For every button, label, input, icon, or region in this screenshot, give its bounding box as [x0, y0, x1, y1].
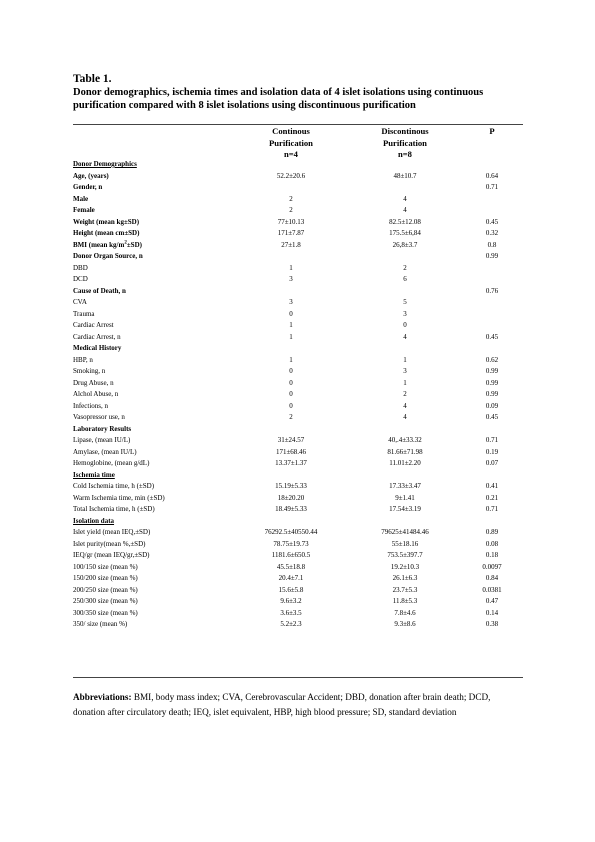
- discontinuous-value: [349, 182, 461, 194]
- row-label: Cardiac Arrest, n: [73, 332, 121, 341]
- continuous-value: 9.6±3.2: [280, 597, 302, 605]
- table-row: [73, 182, 523, 194]
- row-label: Alchol Abuse, n: [73, 390, 119, 398]
- row-label: IEQ/gr (mean IEQ/gr,±SD): [73, 551, 150, 559]
- table-number: Table 1.: [73, 73, 112, 85]
- row-label: Amylase, (mean IU/L): [73, 447, 137, 456]
- table-row: [73, 194, 523, 206]
- continuous-value: 1: [289, 332, 293, 341]
- discontinuous-value: 3: [403, 309, 407, 318]
- continuous-value: 1181.6±650.5: [271, 551, 311, 559]
- row-label: Vasopressor use, n: [73, 413, 125, 421]
- discontinuous-value: 1: [403, 355, 407, 364]
- table-row: [73, 401, 523, 413]
- row-label: BMI (mean $kg/m^2\pm SD$): [73, 240, 142, 249]
- table-row: [73, 619, 523, 631]
- row-label: 300/350 size (mean %): [73, 608, 138, 617]
- discontinuous-value: 82.5±12.08: [389, 217, 421, 226]
- discontinuous-value: 81.66±71.98: [387, 447, 423, 456]
- row-label: Islet purity(mean %,±SD): [73, 539, 146, 548]
- continuous-value: 5.2±2.3: [280, 620, 302, 628]
- discontinuous-value: 79625±41484.46: [381, 528, 429, 536]
- p-value: 0.47: [485, 597, 499, 605]
- table-row: [73, 539, 523, 551]
- abbreviations-label: Abbreviations:: [73, 692, 132, 702]
- table-row: [73, 366, 523, 378]
- p-value: [461, 194, 523, 206]
- row-label: Donor Organ Source, n: [73, 252, 143, 260]
- p-value: [461, 205, 523, 217]
- p-value: 0.99: [485, 378, 499, 387]
- row-label: 250/300 size (mean %): [73, 597, 138, 605]
- continuous-value: 2: [289, 206, 293, 214]
- discontinuous-value: 11.8±5.3: [392, 597, 418, 605]
- data-table: [73, 159, 523, 631]
- continuous-value: [233, 343, 349, 355]
- row-label: DCD: [73, 275, 88, 283]
- p-value: 0.21: [485, 493, 499, 502]
- bottom-rule: [73, 677, 523, 678]
- continuous-value: 1: [289, 321, 293, 329]
- table-row: [73, 228, 523, 240]
- continuous-value: 0: [289, 390, 293, 398]
- continuous-value: 1: [289, 355, 293, 364]
- p-value: [461, 309, 523, 321]
- discontinuous-value: 48±10.7: [393, 171, 417, 180]
- discontinuous-value: 0: [403, 321, 407, 329]
- p-value: [461, 320, 523, 332]
- discontinuous-value: 23.7±5.3: [392, 585, 418, 594]
- discontinuous-value: 9±1.41: [395, 493, 415, 502]
- table-row: [73, 447, 523, 459]
- continuous-value: 13.37±1.37: [275, 459, 307, 467]
- discontinuous-value: 9.3±8.6: [394, 620, 416, 628]
- discontinuous-value: [349, 343, 461, 355]
- discontinuous-value: 2: [403, 390, 407, 398]
- row-label: 100/150 size (mean %): [73, 562, 138, 571]
- row-label: Laboratory Results: [73, 424, 132, 433]
- row-label: Female: [73, 206, 95, 214]
- p-value: 0.71: [485, 436, 499, 444]
- continuous-value: 2: [289, 194, 293, 203]
- discontinuous-value: 26,8±3.7: [392, 240, 418, 249]
- discontinuous-value: 1: [403, 378, 407, 387]
- header-discontinuous: Discontinous Purification n=8: [381, 126, 429, 159]
- continuous-value: 31±24.57: [277, 436, 305, 444]
- continuous-value: 0: [289, 401, 293, 410]
- continuous-value: 27±1.8: [281, 240, 301, 249]
- row-label: Smoking, n: [73, 367, 106, 375]
- row-label: HBP, n: [73, 355, 93, 364]
- discontinuous-value: 11.01±2.20: [389, 459, 421, 467]
- row-label: Medical History: [73, 344, 122, 352]
- continuous-value: 0: [289, 309, 293, 318]
- p-value: [461, 297, 523, 309]
- table-row: [73, 596, 523, 608]
- table-row: [73, 516, 523, 528]
- continuous-value: 0: [289, 367, 293, 375]
- p-value: 0.09: [485, 401, 499, 410]
- continuous-value: 52.2±20.6: [276, 171, 306, 180]
- continuous-value: 45.5±18.8: [276, 562, 306, 571]
- continuous-value: [233, 286, 349, 298]
- discontinuous-value: [349, 286, 461, 298]
- continuous-value: [233, 424, 349, 436]
- p-value: 0.45: [485, 413, 499, 421]
- discontinuous-value: [349, 424, 461, 436]
- row-label: Male: [73, 194, 89, 203]
- p-value: [461, 470, 523, 482]
- discontinuous-value: 7.8±4.6: [394, 608, 416, 617]
- p-value: 0.89: [485, 528, 499, 536]
- row-label: 350/ size (mean %): [73, 620, 128, 628]
- p-value: 0.45: [485, 332, 499, 341]
- table-row: [73, 424, 523, 436]
- row-label: Ischemia time: [73, 470, 115, 479]
- continuous-value: [233, 251, 349, 263]
- continuous-value: 18.49±5.33: [275, 505, 307, 513]
- table-row: [73, 217, 523, 229]
- row-label: 150/200 size (mean %): [73, 574, 138, 582]
- continuous-value: [233, 182, 349, 194]
- abbreviations-text: BMI, body mass index; CVA, Cerebrovascular Accident; DBD, donation after brain death; DCD, donation after circulatory death; IEQ, islet equivalent, HBP, high blood pressure; SD, standard deviation: [73, 692, 491, 717]
- row-label: Cardiac Arrest: [73, 321, 114, 329]
- row-label: Total Ischemia time, h (±SD): [73, 505, 155, 513]
- table-row: [73, 343, 523, 355]
- row-label: Height (mean cm±SD): [73, 229, 140, 237]
- table-row: [73, 320, 523, 332]
- table-row: [73, 263, 523, 275]
- discontinuous-value: 4: [403, 401, 407, 410]
- table-row: [73, 297, 523, 309]
- row-label: Cause of Death, n: [73, 286, 126, 295]
- p-value: [461, 516, 523, 528]
- p-value: [461, 159, 523, 171]
- p-value: 0.0381: [482, 585, 502, 594]
- p-value: 0.45: [485, 217, 499, 226]
- p-value: [461, 274, 523, 286]
- table-row: [73, 550, 523, 562]
- table-row: [73, 458, 523, 470]
- row-label: Hemoglobine, (mean g/dL): [73, 459, 150, 467]
- table-row: [73, 608, 523, 620]
- p-value: 0.99: [485, 367, 499, 375]
- discontinuous-value: 4: [403, 413, 407, 421]
- continuous-value: 3.6±3.5: [280, 608, 302, 617]
- discontinuous-value: 4: [403, 206, 407, 214]
- p-value: 0.71: [485, 183, 499, 191]
- discontinuous-value: [349, 470, 461, 482]
- discontinuous-value: 5: [403, 298, 407, 306]
- row-label: Drug Abuse, n: [73, 378, 114, 387]
- table-row: [73, 171, 523, 183]
- discontinuous-value: 55±18.16: [391, 539, 419, 548]
- abbreviations-note: [73, 690, 523, 719]
- continuous-value: 76292.5±40550.44: [264, 528, 318, 536]
- table-row: [73, 470, 523, 482]
- table-row: [73, 355, 523, 367]
- table-row: [73, 251, 523, 263]
- row-label: Donor Demographics: [73, 160, 137, 168]
- table-row: [73, 493, 523, 505]
- table-row: [73, 378, 523, 390]
- p-value: 0.84: [485, 574, 499, 582]
- table-row: [73, 573, 523, 585]
- row-label: Trauma: [73, 309, 95, 318]
- p-value: 0.32: [485, 229, 499, 237]
- p-value: 0.64: [485, 171, 499, 180]
- table-row: [73, 585, 523, 597]
- p-value: 0.8: [487, 240, 497, 249]
- table-row: [73, 481, 523, 493]
- p-value: 0.0097: [482, 562, 502, 571]
- table-row: [73, 309, 523, 321]
- p-value: 0.76: [485, 286, 499, 295]
- row-label: DBD: [73, 263, 88, 272]
- p-value: [461, 343, 523, 355]
- discontinuous-value: 175.5±6,84: [389, 229, 421, 237]
- p-value: 0.38: [485, 620, 499, 628]
- table-row: [73, 562, 523, 574]
- p-value: 0.99: [485, 252, 499, 260]
- p-value: 0.71: [485, 505, 499, 513]
- table-row: [73, 527, 523, 539]
- row-label: Cold Ischemia time, h (±SD): [73, 482, 155, 490]
- p-value: 0.14: [485, 608, 499, 617]
- p-value: [461, 424, 523, 436]
- discontinuous-value: [349, 251, 461, 263]
- continuous-value: 78.75±19.73: [273, 539, 309, 548]
- continuous-value: 3: [289, 275, 293, 283]
- continuous-value: 0: [289, 378, 293, 387]
- table-row: [73, 332, 523, 344]
- p-value: 0.41: [485, 482, 499, 490]
- continuous-value: 15.6±5.8: [278, 585, 304, 594]
- header-p: P: [489, 126, 495, 136]
- continuous-value: [233, 516, 349, 528]
- row-label: Lipase, (mean IU/L): [73, 436, 131, 444]
- table-row: [73, 286, 523, 298]
- table-row: [73, 435, 523, 447]
- continuous-value: 171±68.46: [275, 447, 307, 456]
- row-label: Weight (mean kg±SD): [73, 217, 140, 226]
- discontinuous-value: 4: [403, 332, 407, 341]
- table-row: [73, 504, 523, 516]
- table-row: [73, 205, 523, 217]
- p-value: [461, 263, 523, 275]
- discontinuous-value: 17.33±3.47: [389, 482, 421, 490]
- p-value: 0.19: [485, 447, 499, 456]
- row-label: 200/250 size (mean %): [73, 585, 138, 594]
- header-continuous: Continous Purification n=4: [269, 126, 313, 159]
- continuous-value: 15.19±5.33: [275, 482, 307, 490]
- continuous-value: [233, 159, 349, 171]
- p-value: 0.62: [485, 355, 499, 364]
- discontinuous-value: 753.5±397.7: [387, 551, 423, 559]
- discontinuous-value: 17.54±3.19: [389, 505, 421, 513]
- row-label: CVA: [73, 298, 87, 306]
- discontinuous-value: 3: [403, 367, 407, 375]
- table-row: [73, 274, 523, 286]
- discontinuous-value: 26.1±6.3: [392, 574, 418, 582]
- discontinuous-value: 2: [403, 263, 407, 272]
- discontinuous-value: 6: [403, 275, 407, 283]
- p-value: 0.18: [485, 551, 499, 559]
- continuous-value: 171±7.87: [277, 229, 305, 237]
- table-row: [73, 412, 523, 424]
- row-label: Age, (years): [73, 171, 109, 180]
- discontinuous-value: 4: [403, 194, 407, 203]
- discontinuous-value: [349, 516, 461, 528]
- table-caption: Donor demographics, ischemia times and isolation data of 4 islet isolations using continuous purification compared with 8 islet isolations using discontinuous purification: [73, 87, 484, 111]
- table-row: [73, 159, 523, 171]
- continuous-value: 3: [289, 298, 293, 306]
- top-rule: [73, 124, 523, 125]
- p-value: 0.07: [485, 459, 499, 467]
- row-label: Islet yield (mean IEQ,±SD): [73, 528, 151, 536]
- continuous-value: 2: [289, 413, 293, 421]
- row-label: Isolation data: [73, 516, 115, 525]
- table-row: [73, 389, 523, 401]
- row-label: Infections, n: [73, 401, 108, 410]
- discontinuous-value: [349, 159, 461, 171]
- continuous-value: 77±10.13: [277, 217, 305, 226]
- continuous-value: 20.4±7.1: [278, 574, 304, 582]
- discontinuous-value: 40,.4±33.32: [388, 436, 422, 444]
- continuous-value: 18±20.20: [277, 493, 305, 502]
- p-value: 0.99: [485, 390, 499, 398]
- continuous-value: 1: [289, 263, 293, 272]
- continuous-value: [233, 470, 349, 482]
- discontinuous-value: 19.2±10.3: [390, 562, 420, 571]
- row-label: Gender, n: [73, 183, 103, 191]
- p-value: 0.08: [485, 539, 499, 548]
- row-label: Warm Ischemia time, min (±SD): [73, 493, 165, 502]
- table-row: [73, 240, 523, 252]
